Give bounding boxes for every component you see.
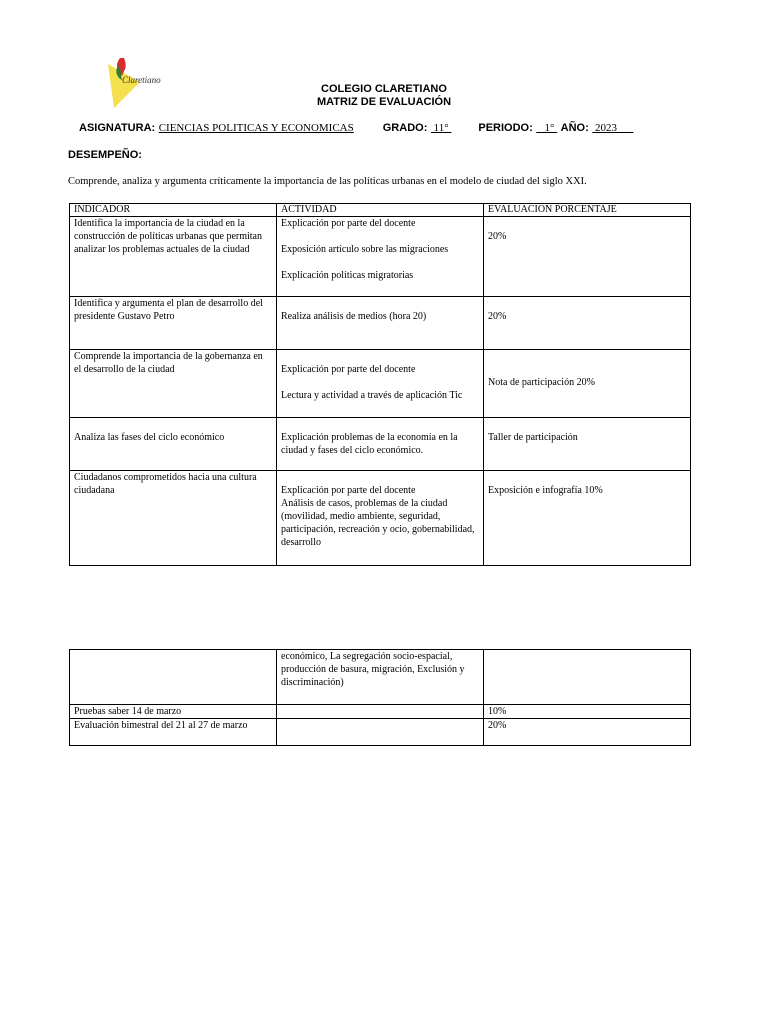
- actividad-line: Análisis de casos, problemas de la ciudad (movilidad, medio ambiente, seguridad, participación, recreación y ocio, gobernabilidad, desarrollo: [281, 498, 475, 548]
- grado-value: 11°: [430, 122, 452, 134]
- actividad-line: Explicación por parte del docente: [281, 364, 416, 375]
- indicador-cell: Identifica y argumenta el plan de desarrollo del presidente Gustavo Petro: [70, 297, 277, 350]
- evaluacion-cell: 20%: [484, 719, 691, 746]
- indicador-cell: Pruebas saber 14 de marzo: [70, 705, 277, 719]
- indicador-cell: Comprende la importancia de la gobernanza en el desarrollo de la ciudad: [70, 350, 277, 418]
- periodo-value: 1°: [536, 122, 558, 134]
- anio-value: 2023: [592, 122, 634, 134]
- evaluacion-value: Nota de participación 20%: [488, 377, 595, 388]
- header-indicador: INDICADOR: [70, 204, 277, 217]
- asignatura-label: ASIGNATURA:: [79, 122, 156, 134]
- school-title: COLEGIO CLARETIANO: [321, 83, 447, 95]
- actividad-line: Lectura y actividad a través de aplicación Tic: [281, 390, 463, 401]
- evaluation-table-continued: [69, 649, 691, 746]
- table-row: [70, 418, 691, 471]
- actividad-cell: [277, 705, 484, 719]
- indicador-cell: Identifica la importancia de la ciudad en la construcción de políticas urbanas que permitan analizar los problemas actuales de la ciudad: [70, 217, 277, 297]
- actividad-line: Explicación políticas migratorias: [281, 270, 414, 281]
- actividad-cell: económico, La segregación socio-espacial, producción de basura, migración, Exclusión y discriminación): [277, 650, 484, 705]
- table-row: [70, 217, 691, 297]
- indicador-cell: [70, 650, 277, 705]
- evaluacion-cell: [484, 297, 691, 350]
- actividad-cell: [277, 719, 484, 746]
- table-row: [70, 297, 691, 350]
- table-row: [70, 471, 691, 566]
- header-evaluacion: EVALUACION PORCENTAJE: [484, 204, 691, 217]
- evaluacion-cell: [484, 217, 691, 297]
- evaluation-table: [69, 203, 691, 566]
- evaluacion-cell: 10%: [484, 705, 691, 719]
- actividad-line: Explicación por parte del docente: [281, 218, 416, 229]
- evaluacion-cell: [484, 471, 691, 566]
- actividad-cell: [277, 418, 484, 471]
- table-row: [70, 350, 691, 418]
- evaluacion-cell: [484, 418, 691, 471]
- asignatura-value: CIENCIAS POLITICAS Y ECONOMICAS: [158, 122, 354, 134]
- document-title: MATRIZ DE EVALUACIÓN: [316, 96, 452, 108]
- header-actividad: ACTIVIDAD: [277, 204, 484, 217]
- evaluacion-value: Exposición e infografía 10%: [488, 485, 603, 496]
- actividad-cell: [277, 471, 484, 566]
- evaluacion-cell: [484, 350, 691, 418]
- evaluacion-value: 20%: [488, 231, 507, 242]
- desempeno-text: Comprende, analiza y argumenta críticamente la importancia de las políticas urbanas en el modelo de ciudad del siglo XXI.: [68, 176, 587, 187]
- indicador-cell: Evaluación bimestral del 21 al 27 de marzo: [70, 719, 277, 746]
- indicador-text: Analiza las fases del ciclo económico: [74, 432, 225, 443]
- actividad-cell: [277, 217, 484, 297]
- table-row: [70, 650, 691, 705]
- indicador-cell: Ciudadanos comprometidos hacia una cultura ciudadana: [70, 471, 277, 566]
- logo-text: Claretiano: [122, 75, 161, 85]
- evaluacion-value: Taller de participación: [488, 432, 578, 443]
- meta-line: [79, 121, 634, 134]
- actividad-line: Realiza análisis de medios (hora 20): [281, 311, 427, 322]
- evaluacion-cell: [484, 650, 691, 705]
- anio-label: AÑO:: [560, 122, 589, 134]
- actividad-cell: [277, 297, 484, 350]
- table-row: [70, 705, 691, 719]
- periodo-label: PERIODO:: [478, 122, 533, 134]
- actividad-cell: [277, 350, 484, 418]
- table-row: [70, 719, 691, 746]
- actividad-line: Explicación por parte del docente: [281, 485, 416, 496]
- grado-label: GRADO:: [382, 122, 428, 134]
- evaluacion-value: 20%: [488, 311, 507, 322]
- table-header-row: [70, 204, 691, 217]
- indicador-cell: [70, 418, 277, 471]
- actividad-line: Exposición artículo sobre las migraciones: [281, 244, 449, 255]
- desempeno-label: DESEMPEÑO:: [68, 149, 142, 161]
- actividad-line: Explicación problemas de la economía en la ciudad y fases del ciclo económico.: [281, 432, 458, 456]
